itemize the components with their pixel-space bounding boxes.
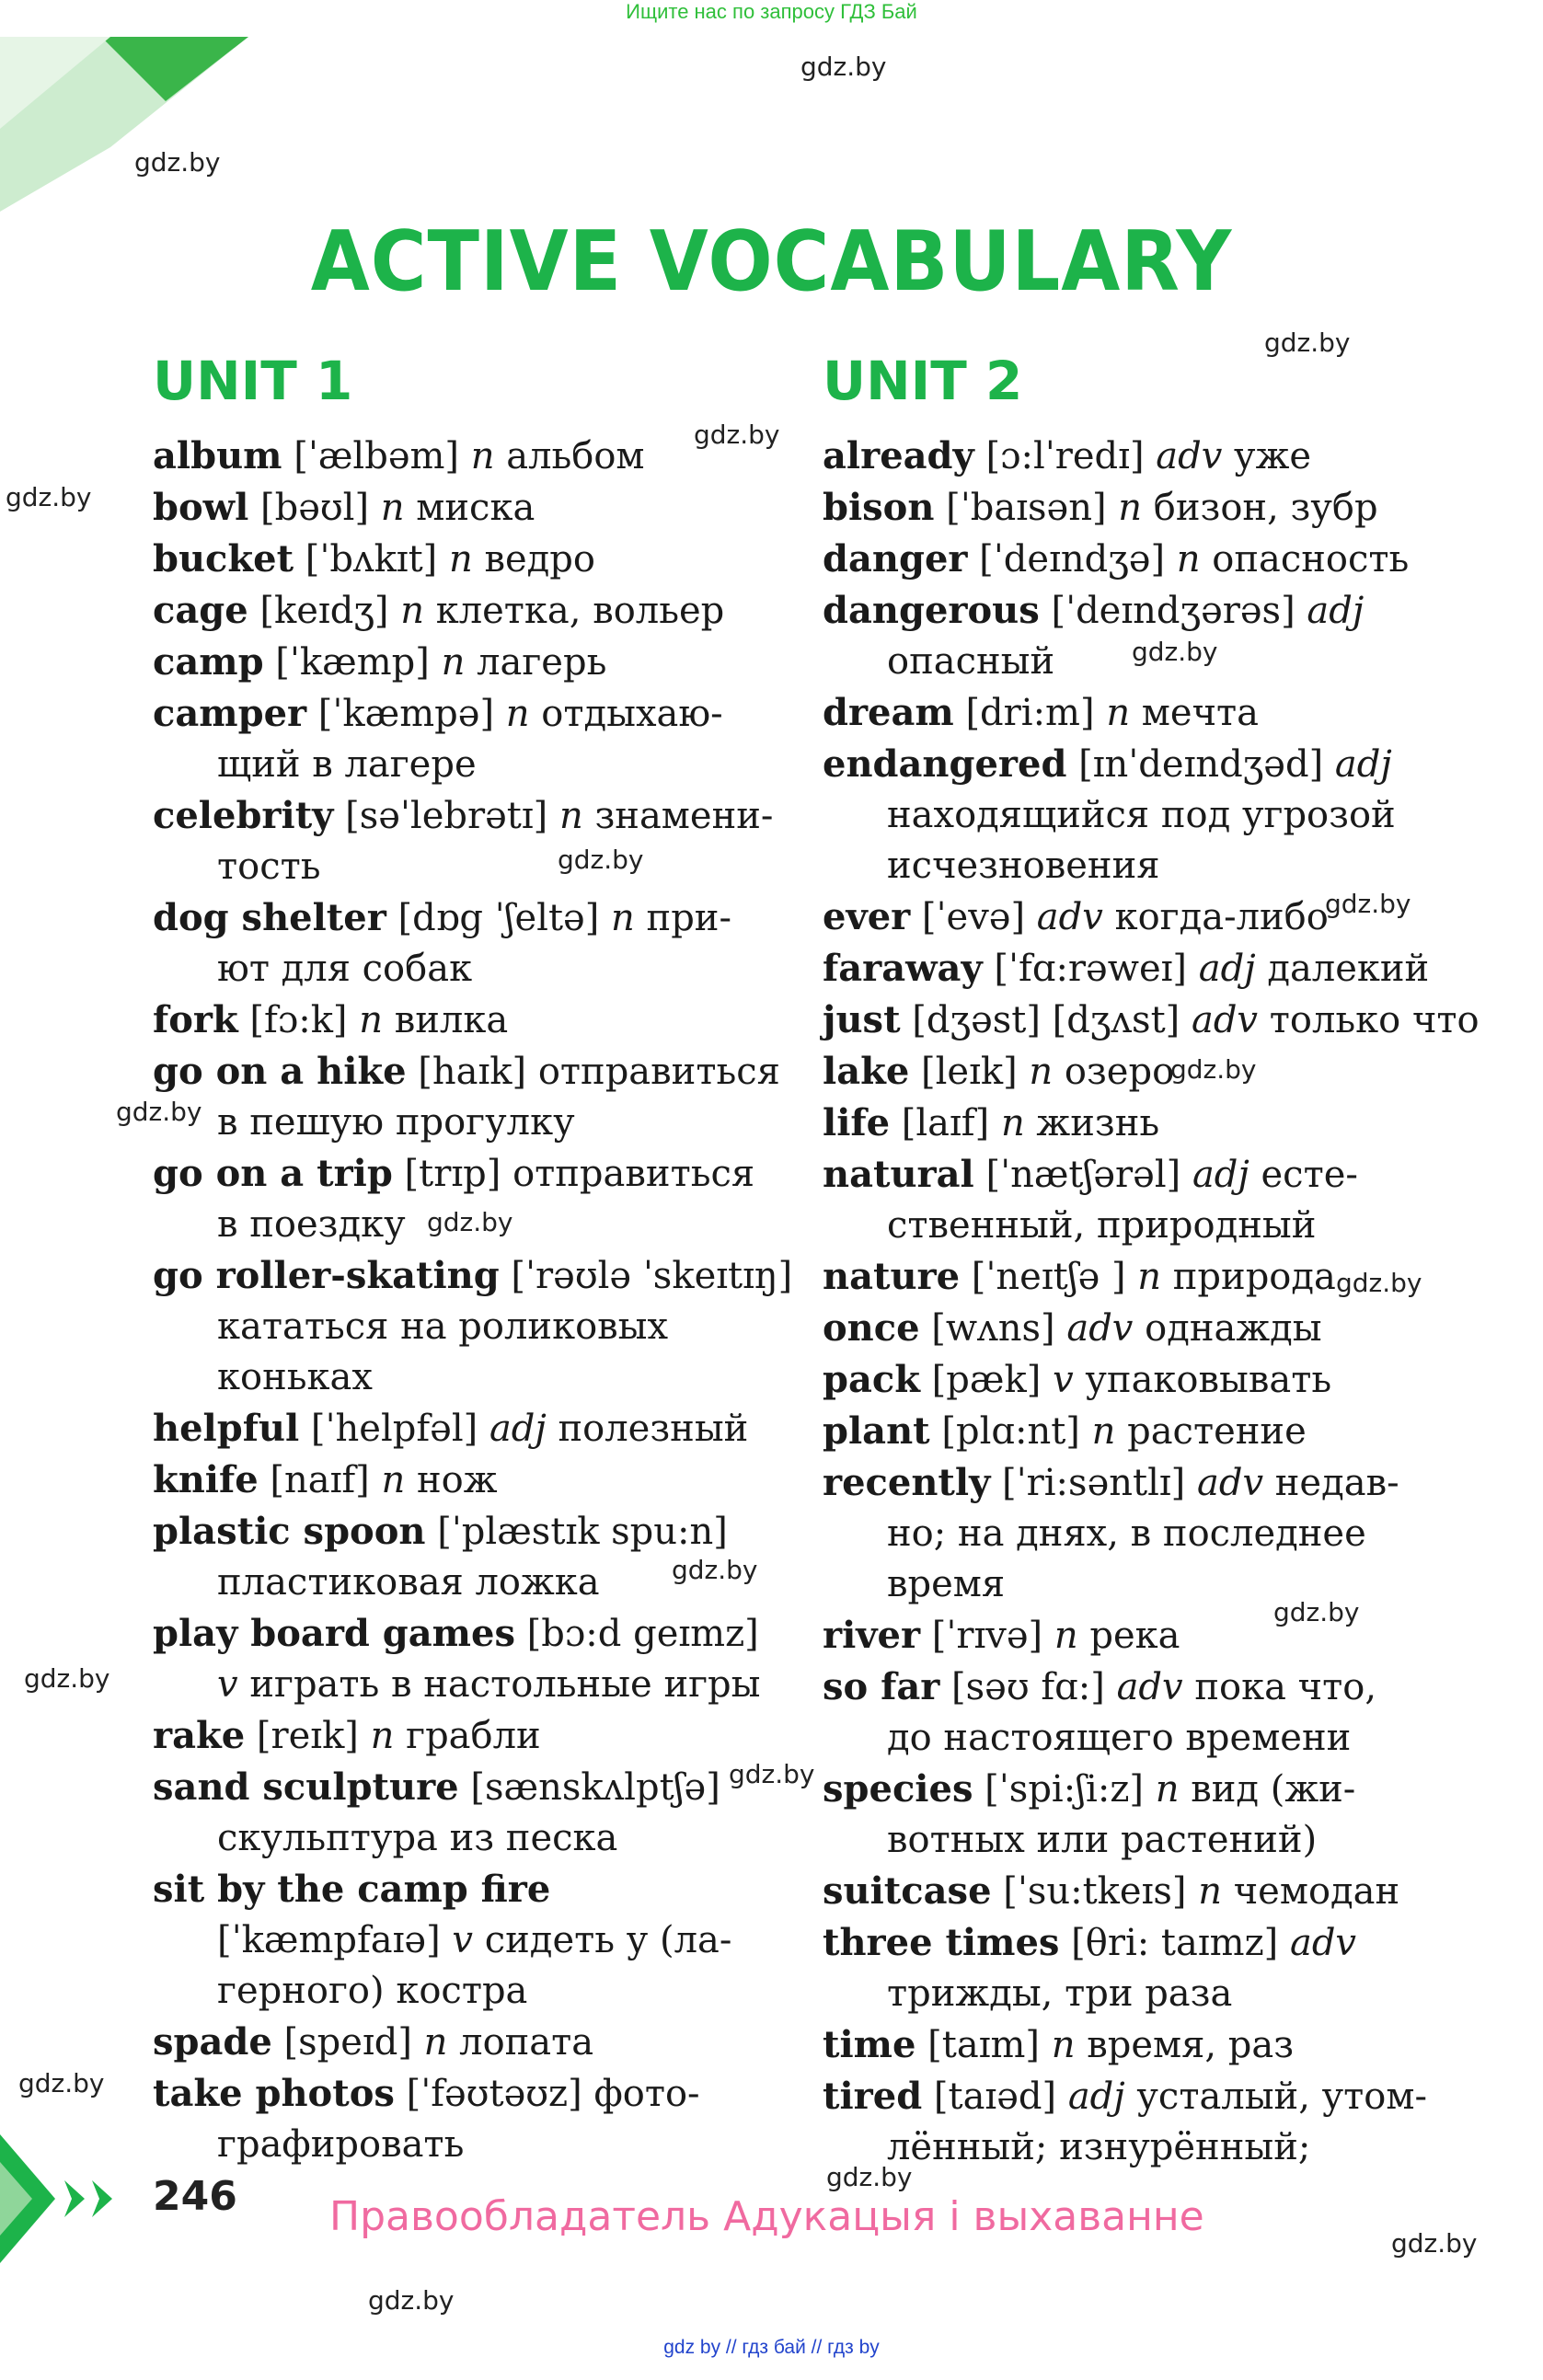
entry-word: so far bbox=[823, 1665, 940, 1708]
entry-continuation bbox=[153, 1813, 852, 1864]
entry-definition: грабли bbox=[394, 1715, 541, 1757]
watermark: gdz.by bbox=[134, 147, 221, 178]
entry-definition: нож bbox=[405, 1459, 498, 1501]
entry-word: spade bbox=[153, 2020, 272, 2064]
entry-word: bison bbox=[823, 486, 935, 529]
footer-links: gdz by // гдз бай // гдз by bbox=[663, 2337, 880, 2358]
entry-transcription: [ˈbʌkɪt] bbox=[294, 538, 449, 581]
vocab-entry bbox=[823, 534, 1522, 585]
entry-transcription: [ˈhelpfəl] bbox=[299, 1408, 489, 1450]
entry-definition: альбом bbox=[494, 435, 645, 477]
entry-part-of-speech: adj bbox=[1192, 1154, 1249, 1196]
entry-definition: исчезновения bbox=[887, 845, 1160, 887]
entry-definition: усталый, утом- bbox=[1124, 2075, 1428, 2118]
entry-part-of-speech: n bbox=[611, 897, 635, 939]
entry-transcription: [ˈkæmpə] bbox=[306, 693, 506, 735]
watermark: gdz.by bbox=[18, 2068, 105, 2098]
entry-part-of-speech: v bbox=[1053, 1359, 1074, 1401]
entry-definition: полезный bbox=[546, 1408, 749, 1450]
entry-definition: природа bbox=[1161, 1256, 1336, 1298]
entry-transcription: [ˈdeɪndʒərəs] bbox=[1039, 590, 1307, 632]
entry-part-of-speech: adj bbox=[1067, 2075, 1125, 2118]
watermark: gdz.by bbox=[1273, 1597, 1360, 1627]
entry-word: sit by the camp fire bbox=[153, 1868, 551, 1911]
entry-part-of-speech: adv bbox=[1116, 1666, 1183, 1708]
vocab-entry bbox=[153, 1454, 852, 1506]
arrow-decoration-icon bbox=[0, 2116, 138, 2282]
entry-word: bowl bbox=[153, 486, 249, 529]
vocab-entry bbox=[823, 841, 1522, 891]
entry-part-of-speech: n bbox=[1106, 692, 1131, 734]
vocab-entry bbox=[823, 1610, 1522, 1661]
vocab-entry bbox=[153, 790, 852, 892]
watermark: gdz.by bbox=[1325, 889, 1411, 919]
watermark: gdz.by bbox=[1336, 1268, 1422, 1298]
entry-part-of-speech: n bbox=[1000, 1102, 1025, 1144]
page-number: 246 bbox=[153, 2173, 237, 2220]
entry-word: camp bbox=[153, 640, 264, 684]
entry-part-of-speech: n bbox=[558, 795, 583, 837]
vocab-entry bbox=[153, 1352, 852, 1403]
entry-transcription: [wʌns] bbox=[919, 1307, 1067, 1350]
entry-definition: лопата bbox=[447, 2021, 594, 2064]
vocab-entry bbox=[153, 1710, 852, 1762]
vocab-entry bbox=[823, 1457, 1522, 1559]
entry-definition: играть в настольные игры bbox=[237, 1663, 761, 1706]
entry-definition: при- bbox=[634, 897, 731, 939]
entry-definition: мечта bbox=[1130, 692, 1259, 734]
entry-word: time bbox=[823, 2023, 916, 2066]
entry-definition: ведро bbox=[472, 538, 595, 581]
entry-word: album bbox=[153, 434, 282, 477]
entry-word: pack bbox=[823, 1358, 920, 1401]
watermark: gdz.by bbox=[6, 482, 92, 512]
entry-part-of-speech: n bbox=[1118, 487, 1143, 529]
entry-definition: в поездку bbox=[217, 1203, 406, 1246]
vocab-entry bbox=[823, 482, 1522, 534]
entry-definition: бизон, зубр bbox=[1142, 487, 1378, 529]
entry-continuation bbox=[823, 1559, 1522, 1610]
entry-continuation bbox=[153, 740, 852, 790]
entry-word: danger bbox=[823, 537, 968, 581]
entry-word: just bbox=[823, 998, 901, 1041]
entry-definition: когда-либо bbox=[1102, 896, 1329, 938]
entry-transcription: [leɪk] bbox=[909, 1051, 1030, 1093]
top-banner: Ищите нас по запросу ГДЗ Бай bbox=[626, 0, 917, 23]
entry-transcription: [ˈfɑ:rəweɪ] bbox=[982, 948, 1199, 990]
entry-transcription: [dɒg ˈʃeltə] bbox=[386, 897, 612, 939]
vocab-entry bbox=[153, 585, 852, 637]
entry-definition: вид (жи- bbox=[1179, 1768, 1356, 1811]
entry-continuation bbox=[823, 1509, 1522, 1559]
unit2-column bbox=[823, 431, 1522, 2173]
entry-definition: время bbox=[887, 1563, 1006, 1605]
entry-word: celebrity bbox=[153, 794, 334, 837]
entry-transcription: [ˈrɪvə] bbox=[920, 1615, 1054, 1657]
watermark: gdz.by bbox=[826, 2162, 913, 2192]
entry-part-of-speech: n bbox=[449, 538, 473, 581]
page-title: ACTIVE VOCABULARY bbox=[310, 213, 1233, 310]
entry-definition: недав- bbox=[1263, 1462, 1399, 1504]
entry-definition: озеро bbox=[1053, 1051, 1175, 1093]
entry-word: rake bbox=[153, 1714, 246, 1757]
entry-continuation bbox=[153, 2120, 852, 2170]
entry-word: already bbox=[823, 434, 974, 477]
entry-part-of-speech: n bbox=[505, 693, 530, 735]
entry-transcription: [plɑ:nt] bbox=[929, 1410, 1092, 1453]
entry-definition: опасность bbox=[1200, 538, 1410, 581]
entry-definition: жизнь bbox=[1024, 1102, 1160, 1144]
entry-part-of-speech: adv bbox=[1036, 896, 1103, 938]
vocab-entry bbox=[153, 688, 852, 790]
entry-definition: отправиться bbox=[537, 1051, 780, 1093]
entry-transcription: [taɪəd] bbox=[922, 2075, 1068, 2118]
entry-word: bucket bbox=[153, 537, 294, 581]
entry-transcription: [pæk] bbox=[919, 1359, 1054, 1401]
vocab-entry bbox=[823, 1406, 1522, 1457]
entry-word: recently bbox=[823, 1461, 991, 1504]
entry-definition: трижды, три раза bbox=[887, 1972, 1233, 2015]
entry-part-of-speech: adv bbox=[1191, 999, 1259, 1041]
entry-continuation bbox=[823, 1815, 1522, 1866]
vocab-entry bbox=[153, 995, 852, 1046]
entry-transcription: [naɪf] bbox=[258, 1459, 382, 1501]
entry-continuation bbox=[823, 1969, 1522, 2019]
entry-word: helpful bbox=[153, 1407, 300, 1450]
entry-word: cage bbox=[153, 589, 248, 632]
entry-transcription: [ˈrəʊlə ˈskeɪtɪŋ] bbox=[499, 1255, 793, 1297]
entry-transcription: [ˈplæstɪk spu:n] bbox=[425, 1511, 728, 1553]
entry-definition: вотных или растений) bbox=[887, 1819, 1318, 1861]
entry-definition: только что bbox=[1258, 999, 1480, 1041]
entry-word: knife bbox=[153, 1458, 259, 1501]
entry-transcription: [ˈneɪtʃə ] bbox=[960, 1256, 1138, 1298]
entry-word: faraway bbox=[823, 947, 983, 990]
entry-transcription: [speɪd] bbox=[271, 2021, 424, 2064]
entry-definition: миска bbox=[404, 487, 535, 529]
entry-word: take photos bbox=[153, 2072, 395, 2115]
entry-continuation bbox=[153, 1660, 852, 1710]
entry-definition: клетка, вольер bbox=[424, 590, 725, 632]
entry-part-of-speech: n bbox=[1029, 1051, 1054, 1093]
entry-continuation bbox=[153, 1098, 852, 1148]
entry-continuation bbox=[823, 1713, 1522, 1764]
entry-part-of-speech: n bbox=[1176, 538, 1201, 581]
vocab-entry bbox=[823, 2019, 1522, 2071]
entry-transcription: [taɪm] bbox=[915, 2024, 1052, 2066]
vocab-entry bbox=[153, 1046, 852, 1148]
vocab-entry bbox=[823, 1917, 1522, 2019]
entry-transcription: [haɪk] bbox=[406, 1051, 538, 1093]
entry-transcription: [ˈsu:tkeɪs] bbox=[991, 1870, 1199, 1913]
vocab-entry bbox=[823, 1354, 1522, 1406]
entry-word: suitcase bbox=[823, 1869, 992, 1913]
watermark: gdz.by bbox=[368, 2285, 455, 2316]
entry-definition: чемодан bbox=[1222, 1870, 1400, 1913]
vocab-entry bbox=[823, 1764, 1522, 1866]
entry-word: three times bbox=[823, 1921, 1060, 1964]
watermark: gdz.by bbox=[800, 52, 887, 82]
entry-word: go on a hike bbox=[153, 1050, 407, 1093]
vocab-entry bbox=[153, 892, 852, 995]
entry-part-of-speech: n bbox=[370, 1715, 395, 1757]
vocab-entry bbox=[823, 891, 1522, 943]
entry-word: plant bbox=[823, 1409, 930, 1453]
entry-part-of-speech: n bbox=[441, 641, 466, 684]
entry-part-of-speech: adj bbox=[1198, 948, 1256, 990]
entry-transcription: [ˈri:səntlɪ] bbox=[990, 1462, 1197, 1504]
entry-part-of-speech: n bbox=[423, 2021, 448, 2064]
entry-part-of-speech: n bbox=[470, 435, 495, 477]
vocab-entry bbox=[823, 1149, 1522, 1251]
entry-transcription: [ɪnˈdeɪndʒəd] bbox=[1066, 743, 1335, 786]
unit2-heading: UNIT 2 bbox=[823, 350, 1023, 412]
vocab-entry bbox=[823, 1661, 1522, 1764]
entry-part-of-speech: n bbox=[1137, 1256, 1162, 1298]
vocab-entry bbox=[823, 739, 1522, 841]
watermark: gdz.by bbox=[558, 845, 644, 875]
entry-transcription: [ˈnætʃərəl] bbox=[973, 1154, 1192, 1196]
entry-transcription: [səˈlebrətɪ] bbox=[333, 795, 559, 837]
vocab-entry bbox=[153, 2017, 852, 2068]
entry-part-of-speech: n bbox=[1054, 1615, 1078, 1657]
entry-word: nature bbox=[823, 1255, 961, 1298]
entry-transcription: [ˈevə] bbox=[910, 896, 1037, 938]
entry-word: tired bbox=[823, 2075, 923, 2118]
entry-definition: пока что, bbox=[1182, 1666, 1377, 1708]
entry-definition: река bbox=[1077, 1615, 1180, 1657]
watermark: gdz.by bbox=[729, 1759, 815, 1789]
entry-continuation bbox=[823, 1201, 1522, 1251]
watermark: gdz.by bbox=[694, 420, 780, 450]
entry-transcription: [ˈbaɪsən] bbox=[934, 487, 1119, 529]
entry-definition: графировать bbox=[217, 2123, 465, 2166]
entry-transcription: [dri:m] bbox=[953, 692, 1107, 734]
entry-definition: уже bbox=[1222, 435, 1312, 477]
entry-part-of-speech: adv bbox=[1066, 1307, 1134, 1350]
entry-part-of-speech: n bbox=[1155, 1768, 1180, 1811]
vocab-entry bbox=[153, 1608, 852, 1710]
entry-definition: тость bbox=[217, 845, 321, 888]
vocab-entry bbox=[153, 1966, 852, 2017]
entry-definition: щий в лагере bbox=[217, 743, 477, 786]
entry-definition: [ˈkæmpfaɪə] bbox=[217, 1919, 453, 1961]
entry-word: life bbox=[823, 1101, 891, 1144]
entry-transcription: [səʊ fɑ:] bbox=[939, 1666, 1117, 1708]
entry-word: camper bbox=[153, 692, 307, 735]
entry-transcription: [ˈælbəm] bbox=[282, 435, 471, 477]
entry-part-of-speech: n bbox=[1198, 1870, 1222, 1913]
watermark: gdz.by bbox=[1170, 1054, 1257, 1085]
entry-word: species bbox=[823, 1767, 973, 1811]
vocab-entry bbox=[823, 943, 1522, 995]
watermark: gdz.by bbox=[116, 1097, 202, 1127]
vocab-entry bbox=[823, 687, 1522, 739]
entry-continuation bbox=[153, 842, 852, 892]
entry-part-of-speech: n bbox=[381, 1459, 406, 1501]
entry-part-of-speech: n bbox=[380, 487, 405, 529]
entry-transcription: [sænskʌlptʃə] bbox=[458, 1766, 720, 1809]
entry-word: sand sculpture bbox=[153, 1765, 459, 1809]
vocab-entry bbox=[823, 2071, 1522, 2173]
unit1-column bbox=[153, 431, 852, 2170]
entry-definition: в пешую прогулку bbox=[217, 1101, 575, 1144]
entry-definition: коньках bbox=[217, 1356, 373, 1398]
entry-transcription: [ˈfəʊtəʊz] bbox=[394, 2073, 594, 2115]
entry-part-of-speech: n bbox=[359, 999, 384, 1041]
unit1-heading: UNIT 1 bbox=[153, 350, 353, 412]
entry-part-of-speech: adv bbox=[1289, 1922, 1357, 1964]
entry-definition: фото- bbox=[593, 2073, 700, 2115]
entry-word: river bbox=[823, 1614, 921, 1657]
entry-definition: кататься на роликовых bbox=[217, 1305, 669, 1348]
entry-continuation bbox=[153, 1302, 852, 1352]
entry-word: once bbox=[823, 1306, 920, 1350]
entry-word: go roller-skating bbox=[153, 1254, 500, 1297]
entry-definition: отдыхаю- bbox=[529, 693, 723, 735]
watermark: gdz.by bbox=[672, 1555, 758, 1585]
vocab-entry bbox=[823, 995, 1522, 1046]
entry-definition: далекий bbox=[1255, 948, 1430, 990]
entry-definition: лагерь bbox=[465, 641, 607, 684]
entry-part-of-speech: n bbox=[1091, 1410, 1116, 1453]
corner-decoration bbox=[0, 0, 276, 221]
entry-transcription: [keɪdʒ] bbox=[248, 590, 401, 632]
entry-word: lake bbox=[823, 1050, 910, 1093]
entry-transcription: [θri: taɪmz] bbox=[1059, 1922, 1290, 1964]
entry-definition: находящийся под угрозой bbox=[887, 794, 1396, 836]
entry-word: dream bbox=[823, 691, 954, 734]
vocab-entry bbox=[823, 1303, 1522, 1354]
entry-word: go on a trip bbox=[153, 1152, 393, 1195]
entry-definition: знамени- bbox=[582, 795, 774, 837]
entry-transcription: [reɪk] bbox=[245, 1715, 371, 1757]
entry-part-of-speech: adj bbox=[1334, 743, 1392, 786]
entry-part-of-speech: adv bbox=[1156, 435, 1223, 477]
entry-definition: опасный bbox=[887, 640, 1055, 683]
vocab-entry bbox=[153, 482, 852, 534]
entry-definition: ственный, природный bbox=[887, 1204, 1317, 1247]
vocab-entry bbox=[823, 1866, 1522, 1917]
entry-definition: есте- bbox=[1249, 1154, 1358, 1196]
entry-part-of-speech: n bbox=[1051, 2024, 1076, 2066]
entry-word: ever bbox=[823, 895, 911, 938]
vocab-entry bbox=[823, 431, 1522, 482]
entry-continuation bbox=[823, 790, 1522, 841]
entry-transcription: [laɪf] bbox=[890, 1102, 1001, 1144]
vocab-entry bbox=[153, 1403, 852, 1454]
entry-transcription: [trɪp] bbox=[392, 1153, 513, 1195]
entry-word: dangerous bbox=[823, 589, 1040, 632]
entry-word: endangered bbox=[823, 742, 1067, 786]
entry-definition: лённый; изнурённый; bbox=[887, 2126, 1311, 2168]
watermark: gdz.by bbox=[427, 1207, 513, 1237]
entry-transcription: [ɔ:lˈredɪ] bbox=[973, 435, 1157, 477]
vocab-entry bbox=[153, 1864, 852, 1966]
entry-continuation bbox=[153, 1966, 852, 2017]
entry-definition: однажды bbox=[1133, 1307, 1322, 1350]
entry-transcription: [ˈspi:ʃi:z] bbox=[973, 1768, 1156, 1811]
entry-definition: герного) костра bbox=[217, 1970, 528, 2012]
entry-word: plastic spoon bbox=[153, 1510, 426, 1553]
entry-definition: растение bbox=[1115, 1410, 1307, 1453]
entry-definition: скульптура из песка bbox=[217, 1817, 618, 1859]
entry-transcription: [bɔ:d geɪmz] bbox=[514, 1613, 759, 1655]
entry-definition: пластиковая ложка bbox=[217, 1561, 600, 1604]
entry-continuation bbox=[823, 841, 1522, 891]
watermark: gdz.by bbox=[1132, 637, 1218, 667]
entry-part-of-speech: v bbox=[217, 1663, 238, 1706]
vocab-entry bbox=[823, 1098, 1522, 1149]
entry-transcription: [bəʊl] bbox=[248, 487, 381, 529]
entry-definition: до настоящего времени bbox=[887, 1717, 1352, 1759]
watermark: gdz.by bbox=[24, 1663, 110, 1694]
entry-word: dog shelter bbox=[153, 896, 386, 939]
entry-definition: время, раз bbox=[1075, 2024, 1295, 2066]
entry-definition: сидеть у (ла- bbox=[473, 1919, 732, 1961]
entry-part-of-speech: adv bbox=[1196, 1462, 1264, 1504]
entry-part-of-speech: n bbox=[400, 590, 424, 632]
entry-part-of-speech: adj bbox=[1307, 590, 1365, 632]
entry-transcription: [ˈdeɪndʒə] bbox=[967, 538, 1177, 581]
entry-part-of-speech: v bbox=[452, 1919, 474, 1961]
entry-definition: но; на днях, в последнее bbox=[887, 1512, 1366, 1555]
entry-part-of-speech: adj bbox=[489, 1408, 547, 1450]
entry-continuation bbox=[153, 1352, 852, 1403]
watermark: gdz.by bbox=[1264, 328, 1351, 358]
entry-definition: вилка bbox=[383, 999, 509, 1041]
entry-transcription: [fɔ:k] bbox=[237, 999, 360, 1041]
entry-continuation bbox=[153, 1915, 852, 1966]
entry-continuation bbox=[153, 944, 852, 995]
entry-continuation bbox=[823, 2122, 1522, 2173]
vocab-entry bbox=[153, 637, 852, 688]
copyright-owner: Правообладатель Адукацыя і выхаванне bbox=[329, 2193, 1204, 2240]
entry-word: natural bbox=[823, 1153, 974, 1196]
entry-definition: отправиться bbox=[512, 1153, 755, 1195]
entry-definition: ют для собак bbox=[217, 948, 473, 990]
vocab-entry bbox=[153, 1250, 852, 1352]
vocab-entry bbox=[823, 1559, 1522, 1610]
entry-transcription: [dʒəst] [dʒʌst] bbox=[900, 999, 1192, 1041]
vocab-entry bbox=[153, 2068, 852, 2170]
vocab-entry bbox=[153, 534, 852, 585]
entry-transcription: [ˈkæmp] bbox=[263, 641, 442, 684]
watermark: gdz.by bbox=[1391, 2228, 1478, 2259]
entry-word: play board games bbox=[153, 1612, 515, 1655]
entry-definition: упаковывать bbox=[1073, 1359, 1332, 1401]
entry-word: fork bbox=[153, 998, 238, 1041]
